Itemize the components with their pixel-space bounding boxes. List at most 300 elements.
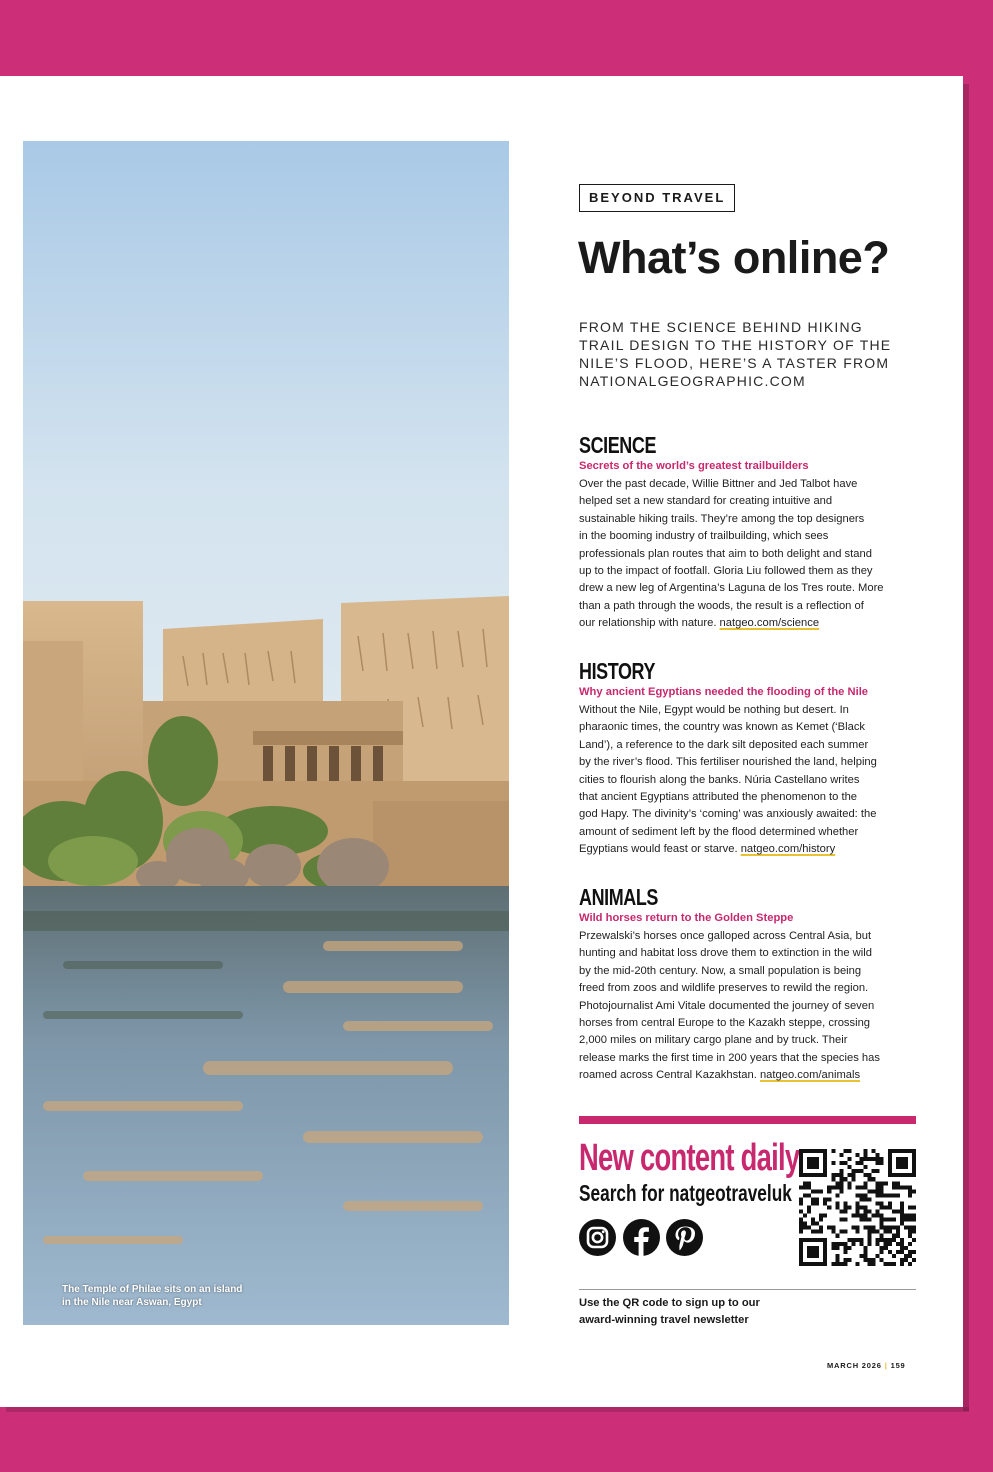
qr-module (831, 1262, 835, 1266)
qr-module (835, 1246, 839, 1250)
qr-module (835, 1262, 839, 1266)
qr-module (888, 1262, 892, 1266)
qr-module (819, 1149, 823, 1153)
qr-module (819, 1230, 823, 1234)
qr-module (831, 1246, 835, 1250)
qr-module (835, 1201, 839, 1205)
qr-module (827, 1197, 831, 1201)
body-line: that ancient Egyptians attributed the phenomenon to the (579, 791, 858, 804)
qr-module (851, 1169, 855, 1173)
qr-module (880, 1250, 884, 1254)
qr-module (896, 1242, 900, 1246)
qr-module (827, 1189, 831, 1193)
qr-module (880, 1201, 884, 1205)
qr-module (799, 1153, 803, 1157)
page-number: 159 (890, 1361, 906, 1370)
qr-module (811, 1254, 815, 1258)
qr-module (831, 1242, 835, 1246)
qr-module (855, 1161, 859, 1165)
body-line: drew a new leg of Argentina’s Laguna de los Tres route. More (579, 582, 884, 595)
qr-module (888, 1161, 892, 1165)
qr-module (835, 1234, 839, 1238)
qr-module (912, 1157, 916, 1161)
qr-module (876, 1254, 880, 1258)
section-body (579, 702, 919, 859)
qr-module (807, 1205, 811, 1209)
qr-module (864, 1258, 868, 1262)
qr-module (803, 1193, 807, 1197)
qr-module (855, 1205, 859, 1209)
qr-module (811, 1161, 815, 1165)
qr-module (803, 1262, 807, 1266)
qr-module (839, 1185, 843, 1189)
qr-module (843, 1230, 847, 1234)
qr-module (831, 1161, 835, 1165)
qr-module (835, 1242, 839, 1246)
qr-module (864, 1226, 868, 1230)
qr-module (912, 1153, 916, 1157)
body-line: cities to flourish along the banks. Núria Castellano writes (579, 773, 860, 786)
qr-module (868, 1234, 872, 1238)
qr-module (860, 1157, 864, 1161)
qr-module (839, 1153, 843, 1157)
qr-module (807, 1193, 811, 1197)
body-line: roamed across Central Kazakhstan. (579, 1069, 757, 1082)
qr-module (864, 1157, 868, 1161)
qr-module (851, 1226, 855, 1230)
qr-module (855, 1238, 859, 1242)
qr-module (900, 1246, 904, 1250)
qr-module (904, 1161, 908, 1165)
qr-module (807, 1254, 811, 1258)
qr-module (892, 1262, 896, 1266)
qr-module (868, 1157, 872, 1161)
qr-module (807, 1246, 811, 1250)
qr-module (888, 1153, 892, 1157)
qr-module (843, 1161, 847, 1165)
qr-module (864, 1193, 868, 1197)
qr-module (868, 1218, 872, 1222)
qr-module (892, 1238, 896, 1242)
qr-module (823, 1165, 827, 1169)
qr-module (900, 1173, 904, 1177)
qr-module (888, 1242, 892, 1246)
qr-module (896, 1149, 900, 1153)
qr-module (868, 1258, 872, 1262)
qr-module (864, 1185, 868, 1189)
qr-module (843, 1218, 847, 1222)
qr-module (872, 1189, 876, 1193)
qr-instruction-line: Use the QR code to sign up to our (579, 1297, 760, 1309)
qr-module (823, 1153, 827, 1157)
qr-module (847, 1205, 851, 1209)
qr-module (843, 1250, 847, 1254)
qr-module (888, 1173, 892, 1177)
qr-module (880, 1193, 884, 1197)
qr-module (912, 1230, 916, 1234)
qr-module (876, 1238, 880, 1242)
instagram-icon[interactable] (579, 1219, 616, 1256)
qr-module (860, 1193, 864, 1197)
qr-module (847, 1246, 851, 1250)
section-history (579, 658, 919, 859)
qr-module (896, 1193, 900, 1197)
qr-module (855, 1193, 859, 1197)
qr-module (864, 1210, 868, 1214)
qr-module (912, 1173, 916, 1177)
qr-instruction-line: award-winning travel newsletter (579, 1314, 749, 1326)
qr-module (900, 1161, 904, 1165)
qr-module (803, 1238, 807, 1242)
qr-module (827, 1205, 831, 1209)
qr-module (799, 1161, 803, 1165)
qr-module (811, 1201, 815, 1205)
body-line: Przewalski’s horses once galloped across Central Asia, but (579, 930, 872, 942)
qr-module (908, 1234, 912, 1238)
page-folio (827, 1361, 906, 1370)
qr-module (811, 1246, 815, 1250)
qr-module (823, 1262, 827, 1266)
qr-module (807, 1226, 811, 1230)
qr-module (880, 1189, 884, 1193)
qr-module (868, 1177, 872, 1181)
qr-module (815, 1201, 819, 1205)
qr-module (912, 1189, 916, 1193)
qr-module (904, 1214, 908, 1218)
qr-module (892, 1185, 896, 1189)
qr-module (807, 1181, 811, 1185)
qr-module (811, 1250, 815, 1254)
qr-module (868, 1189, 872, 1193)
qr-module (868, 1197, 872, 1201)
qr-module (876, 1181, 880, 1185)
qr-module (872, 1214, 876, 1218)
qr-module (880, 1234, 884, 1238)
qr-module (823, 1214, 827, 1218)
qr-module (908, 1189, 912, 1193)
qr-module (811, 1165, 815, 1169)
animals-link[interactable]: natgeo.com/animals (759, 1069, 861, 1082)
qr-module (815, 1197, 819, 1201)
qr-module (884, 1246, 888, 1250)
pinterest-icon[interactable] (666, 1219, 703, 1256)
body-line: by the river’s flood. This fertiliser nourished the land, helping (579, 756, 877, 769)
qr-module (904, 1149, 908, 1153)
qr-module (872, 1157, 876, 1161)
qr-module (823, 1238, 827, 1242)
qr-module (896, 1234, 900, 1238)
qr-module (876, 1161, 880, 1165)
qr-module (904, 1185, 908, 1189)
qr-module (811, 1218, 815, 1222)
qr-module (880, 1181, 884, 1185)
qr-module (847, 1165, 851, 1169)
qr-module (860, 1242, 864, 1246)
body-line: sustainable hiking trails. They’re among the top designers (579, 512, 865, 525)
qr-module (912, 1250, 916, 1254)
qr-module (835, 1193, 839, 1197)
qr-module (815, 1189, 819, 1193)
section-body (579, 476, 919, 633)
qr-module (799, 1222, 803, 1226)
qr-module (908, 1218, 912, 1222)
qr-module (880, 1222, 884, 1226)
body-line: Photojournalist Ami Vitale documented the journey of seven (579, 999, 875, 1012)
qr-module (819, 1189, 823, 1193)
qr-module (864, 1153, 868, 1157)
qr-module (843, 1201, 847, 1205)
section-tag: BEYOND TRAVEL (579, 184, 735, 212)
body-line: pharaonic times, the country was known as Kemet (‘Black (579, 721, 866, 734)
qr-module (908, 1185, 912, 1189)
qr-module (835, 1258, 839, 1262)
qr-module (908, 1226, 912, 1230)
science-link[interactable]: natgeo.com/science (719, 617, 820, 630)
qr-module (876, 1242, 880, 1246)
qr-module (900, 1185, 904, 1189)
qr-module (799, 1226, 803, 1230)
qr-module (900, 1210, 904, 1214)
qr-module (835, 1185, 839, 1189)
qr-code[interactable] (799, 1149, 916, 1266)
qr-module (799, 1201, 803, 1205)
qr-module (823, 1149, 827, 1153)
section-animals (579, 884, 919, 1085)
qr-module (831, 1173, 835, 1177)
qr-module (868, 1173, 872, 1177)
qr-module (876, 1210, 880, 1214)
body-line: amount of sediment left by the flood determined whether (579, 825, 859, 838)
qr-module (880, 1161, 884, 1165)
qr-module (839, 1181, 843, 1185)
qr-module (823, 1197, 827, 1201)
qr-module (835, 1173, 839, 1177)
qr-module (888, 1205, 892, 1209)
body-line: than a path through the woods, the result is a reflection of (579, 599, 864, 612)
qr-module (876, 1153, 880, 1157)
temple-photo (23, 141, 509, 1325)
qr-module (847, 1185, 851, 1189)
qr-module (864, 1181, 868, 1185)
qr-module (823, 1161, 827, 1165)
qr-module (799, 1262, 803, 1266)
qr-module (803, 1181, 807, 1185)
body-line: horses from central Europe to the Kazakh steppe, crossing (579, 1017, 871, 1030)
body-line: helped set a new standard for creating intuitive and (579, 495, 833, 508)
qr-module (864, 1246, 868, 1250)
qr-module (851, 1177, 855, 1181)
qr-module (860, 1197, 864, 1201)
qr-module (860, 1169, 864, 1173)
qr-module (900, 1157, 904, 1161)
qr-module (868, 1238, 872, 1242)
qr-module (884, 1242, 888, 1246)
qr-module (896, 1226, 900, 1230)
qr-module (872, 1258, 876, 1262)
qr-module (908, 1173, 912, 1177)
qr-module (900, 1242, 904, 1246)
qr-module (815, 1222, 819, 1226)
intro-line: NATIONALGEOGRAPHIC.COM (579, 373, 806, 389)
qr-module (831, 1149, 835, 1153)
qr-module (807, 1173, 811, 1177)
qr-module (831, 1230, 835, 1234)
qr-module (823, 1258, 827, 1262)
qr-module (819, 1214, 823, 1218)
qr-module (855, 1201, 859, 1205)
qr-module (799, 1238, 803, 1242)
history-link[interactable]: natgeo.com/history (740, 843, 836, 856)
section-heading: ANIMALS (579, 884, 658, 910)
qr-module (864, 1250, 868, 1254)
qr-module (884, 1238, 888, 1242)
qr-module (876, 1193, 880, 1197)
qr-module (888, 1238, 892, 1242)
qr-module (900, 1165, 904, 1169)
section-subheading: Wild horses return to the Golden Steppe (579, 912, 794, 924)
qr-module (819, 1218, 823, 1222)
photo-caption-line: in the Nile near Aswan, Egypt (62, 1297, 202, 1308)
qr-module (855, 1153, 859, 1157)
intro-text (579, 318, 909, 390)
qr-module (815, 1149, 819, 1153)
qr-module (860, 1205, 864, 1209)
body-line: Land’), a reference to the dark silt deposited each summer (579, 738, 869, 751)
qr-module (888, 1169, 892, 1173)
body-line: hunting and habitat loss drove them to extinction in the wild (579, 947, 872, 960)
qr-module (904, 1157, 908, 1161)
qr-module (839, 1189, 843, 1193)
qr-module (839, 1210, 843, 1214)
qr-module (799, 1149, 803, 1153)
qr-module (896, 1165, 900, 1169)
qr-module (811, 1157, 815, 1161)
qr-instruction (579, 1295, 839, 1329)
qr-module (799, 1218, 803, 1222)
qr-module (908, 1230, 912, 1234)
qr-module (851, 1214, 855, 1218)
qr-module (815, 1230, 819, 1234)
qr-module (815, 1250, 819, 1254)
qr-module (803, 1149, 807, 1153)
qr-module (864, 1149, 868, 1153)
qr-module (888, 1250, 892, 1254)
qr-module (807, 1210, 811, 1214)
qr-module (872, 1169, 876, 1173)
qr-module (807, 1185, 811, 1189)
qr-module (799, 1250, 803, 1254)
qr-module (888, 1218, 892, 1222)
page-title: What’s online? (578, 232, 890, 283)
qr-module (900, 1205, 904, 1209)
qr-module (884, 1181, 888, 1185)
qr-module (855, 1230, 859, 1234)
qr-module (880, 1218, 884, 1222)
qr-module (912, 1218, 916, 1222)
qr-module (811, 1173, 815, 1177)
intro-line: NILE’S FLOOD, HERE’S A TASTER FROM (579, 355, 890, 371)
qr-module (908, 1214, 912, 1218)
body-line: in the booming industry of trailbuilding, which sees (579, 530, 829, 543)
qr-module (815, 1157, 819, 1161)
page-shadow (963, 84, 969, 1411)
qr-module (819, 1238, 823, 1242)
qr-module (912, 1258, 916, 1262)
qr-module (799, 1197, 803, 1201)
folio-separator: | (884, 1361, 888, 1370)
qr-module (839, 1218, 843, 1222)
qr-module (843, 1246, 847, 1250)
qr-module (884, 1193, 888, 1197)
qr-module (860, 1214, 864, 1218)
body-line: Egyptians would feast or starve. (579, 843, 738, 856)
qr-module (839, 1230, 843, 1234)
body-line: professionals plan routes that aim to both delight and stand (579, 547, 872, 560)
qr-module (811, 1262, 815, 1266)
qr-module (868, 1210, 872, 1214)
qr-module (900, 1222, 904, 1226)
qr-module (892, 1226, 896, 1230)
qr-module (904, 1165, 908, 1169)
section-heading: HISTORY (579, 658, 656, 684)
qr-module (799, 1165, 803, 1169)
qr-module (819, 1173, 823, 1177)
qr-module (843, 1149, 847, 1153)
qr-module (868, 1226, 872, 1230)
qr-module (892, 1218, 896, 1222)
qr-module (827, 1226, 831, 1230)
qr-module (904, 1246, 908, 1250)
qr-module (807, 1149, 811, 1153)
qr-module (908, 1262, 912, 1266)
qr-module (811, 1197, 815, 1201)
qr-module (799, 1254, 803, 1258)
qr-module (872, 1226, 876, 1230)
qr-module (807, 1161, 811, 1165)
qr-module (799, 1210, 803, 1214)
body-line: by the mid-20th century. Now, a small population is being (579, 964, 862, 977)
qr-module (803, 1222, 807, 1226)
qr-module (900, 1214, 904, 1218)
qr-module (823, 1246, 827, 1250)
section-body (579, 928, 919, 1085)
qr-module (860, 1254, 864, 1258)
qr-module (880, 1205, 884, 1209)
facebook-icon[interactable] (623, 1219, 660, 1256)
qr-module (815, 1246, 819, 1250)
qr-module (900, 1201, 904, 1205)
qr-module (908, 1205, 912, 1209)
qr-module (880, 1214, 884, 1218)
qr-module (884, 1218, 888, 1222)
qr-module (811, 1238, 815, 1242)
qr-module (880, 1246, 884, 1250)
qr-module (815, 1173, 819, 1177)
qr-module (811, 1230, 815, 1234)
qr-module (835, 1254, 839, 1258)
qr-module (823, 1173, 827, 1177)
qr-module (823, 1254, 827, 1258)
qr-module (888, 1226, 892, 1230)
qr-module (876, 1201, 880, 1205)
qr-module (807, 1250, 811, 1254)
qr-module (892, 1149, 896, 1153)
qr-module (847, 1157, 851, 1161)
qr-module (835, 1205, 839, 1209)
qr-module (908, 1149, 912, 1153)
qr-module (839, 1169, 843, 1173)
qr-module (847, 1238, 851, 1242)
